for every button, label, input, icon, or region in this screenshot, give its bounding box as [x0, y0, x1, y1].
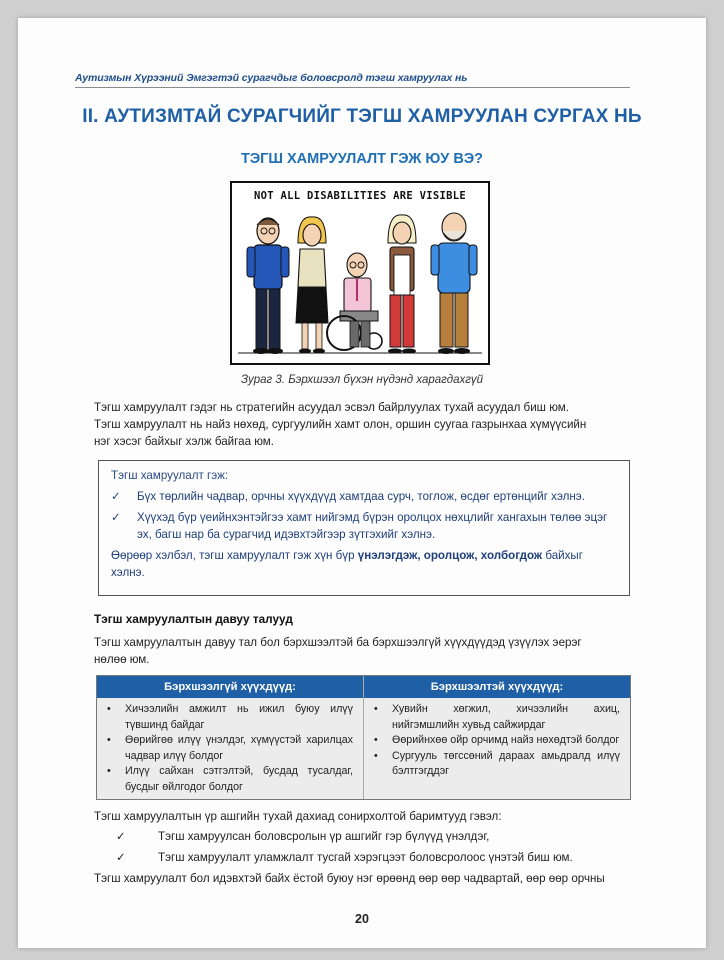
checkmark-icon: ✓ — [116, 851, 126, 864]
list-item: • Өөрийгөө илүү үнэлдэг, хүмүүстэй харилцах чадвар илүү болдог — [107, 733, 353, 764]
list-item: • Сургууль төгссөний дараах амьдралд илүү бэлтгэгддэг — [374, 749, 620, 780]
person-woman-apron — [388, 215, 416, 354]
comparison-column-no-disability — [97, 676, 363, 799]
column-body — [97, 698, 363, 795]
callout-intro: Тэгш хамруулалт гэж: — [111, 469, 229, 482]
list-item: • Хичээлийн амжилт нь ижил буюу илүү түвшинд байдаг — [107, 702, 353, 733]
results-item-text: Тэгш хамруулсан боловсролын үр ашгийг гэр бүлүүд үнэлдэг, — [158, 830, 490, 843]
advantages-paragraph — [94, 634, 634, 668]
advantages-heading: Тэгш хамруулалтын давуу талууд — [94, 612, 293, 626]
sub-title: ТЭГШ ХАМРУУЛАЛТ ГЭЖ ЮУ ВЭ? — [240, 151, 484, 167]
results-item-text: Тэгш хамруулалт уламжлалт тусгай хэрэгцээт боловсролоос үнэтэй биш юм. — [158, 851, 573, 864]
definition-callout — [98, 460, 630, 596]
checkmark-icon: ✓ — [116, 830, 126, 843]
running-header: Аутизмын Хүрээний Эмгэгтэй сурагчдыг боловсролд тэгш хамруулах нь — [75, 72, 630, 88]
results-intro: Тэгш хамруулалтын үр ашгийн тухай дахиад сонирхолтой баримтууд гэвэл: — [94, 810, 502, 823]
column-header: Бэрхшээлгүй хүүхдүүд: — [97, 676, 363, 698]
list-item: • Илүү сайхан сэтгэлтэй, бусдад тусалдаг, бусдыг өйлгодог болдог — [107, 764, 353, 795]
bullet-icon: • — [107, 765, 111, 777]
bullet-icon: • — [374, 734, 378, 746]
summary-bold: үнэлэгдэж, оролцож, холбогдож — [357, 549, 543, 562]
checkmark-icon: ✓ — [111, 490, 121, 503]
bullet-icon: • — [107, 734, 111, 746]
column-body — [364, 698, 630, 780]
advantages-line-1: Тэгш хамруулалтын давуу тал бол бэрхшээлтэй ба бэрхшээлгүй хүүхдүүдэд үзүүлэх эерэг — [94, 636, 582, 649]
person-man-blue-shirt — [247, 218, 289, 354]
bullet-icon: • — [374, 703, 378, 715]
person-woman-blonde — [296, 217, 328, 354]
results-last-line: Тэгш хамруулалт бол идэвхтэй байх ёстой буюу нэг өрөөнд өөр өөр чадвартай, өөр өөр орчны — [94, 872, 605, 885]
column-header: Бэрхшээлтэй хүүхдүүд: — [364, 676, 630, 698]
intro-line-2: Тэгш хамруулалт нь найз нөхөд, сургуулийн хамт олон, оршин суугаа газрынхаа хүмүүсийн — [94, 418, 587, 431]
bullet-icon: • — [107, 703, 111, 715]
advantages-line-2: нөлөө юм. — [94, 653, 150, 666]
callout-item — [111, 509, 617, 543]
cartoon-illustration — [230, 181, 490, 365]
section-title: II. АУТИЗМТАЙ СУРАГЧИЙГ ТЭГШ ХАМРУУЛАН СУРГАХ НЬ — [82, 106, 642, 127]
intro-paragraph — [94, 399, 634, 450]
summary-suffix: байхыг хэлнэ. — [111, 549, 583, 579]
checkmark-icon: ✓ — [111, 511, 121, 524]
person-bearded-man — [431, 213, 477, 354]
person-wheelchair-user — [327, 253, 382, 350]
figure-caption: Зураг 3. Бэрхшээл бүхэн нүдэнд харагдахгүй — [240, 374, 484, 386]
results-item — [116, 849, 626, 866]
callout-item — [111, 488, 617, 505]
summary-prefix: Өөрөөр хэлбэл, тэгш хамруулалт гэж хүн бүр — [111, 549, 358, 562]
list-item: • Хувийн хөгжил, хичээлийн ахиц, нийгэмшлийн хувьд сайжирдаг — [374, 702, 620, 733]
list-item: • Өөрийнхөө ойр орчимд найз нөхөдтэй болдог — [374, 733, 620, 749]
comparison-table — [96, 675, 631, 800]
intro-line-1: Тэгш хамруулалт гэдэг нь стратегийн асуудал эсвэл байрлуулах тухай асуудал биш юм. — [94, 401, 569, 414]
results-item — [116, 828, 626, 845]
page-number: 20 — [355, 912, 369, 926]
comparison-column-with-disability — [363, 676, 630, 799]
intro-line-3: нэг хэсэг байхыг хэлж байгаа юм. — [94, 435, 274, 448]
cartoon-people-drawing — [232, 183, 488, 363]
callout-item-text: Хүүхэд бүр үеийнхэнтэйгээ хамт нийгэмд бүрэн оролцох нөхцлийг хангахын төлөө эцэг эх, багш нар ба сурагчид идэвхтэйгээр зүтгэхийг хэлнэ. — [137, 511, 608, 541]
cartoon-caption-text: NOT ALL DISABILITIES ARE VISIBLE — [254, 190, 466, 202]
bullet-icon: • — [374, 749, 378, 762]
callout-summary — [111, 547, 617, 581]
callout-item-text: Бүх төрлийн чадвар, орчны хүүхдүүд хамтдаа сурч, тоглож, өсдөг ертөнцийг хэлнэ. — [137, 490, 585, 503]
